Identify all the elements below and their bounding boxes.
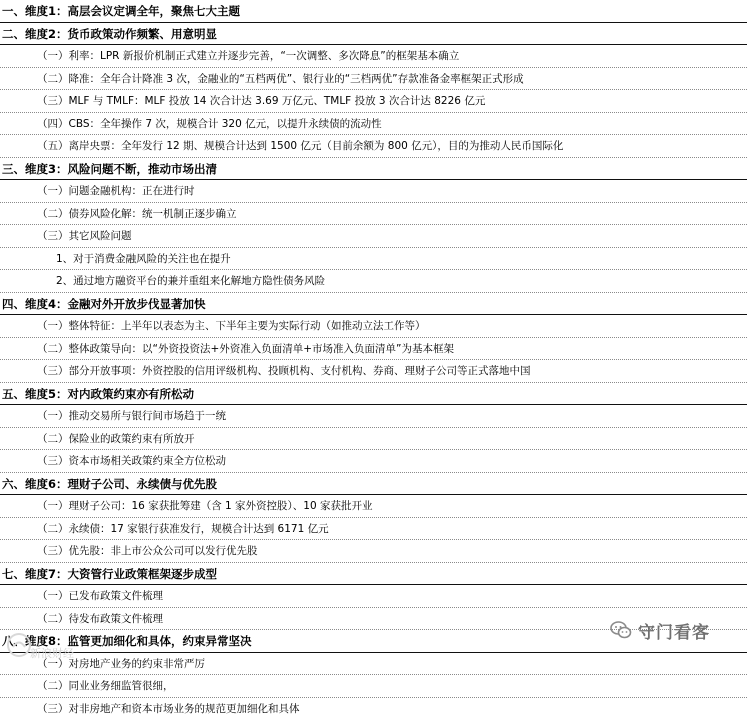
section-heading xyxy=(0,293,747,316)
list-item xyxy=(0,68,747,91)
item-text: 三、维度3：风险问题不断，推动市场出清 xyxy=(2,162,217,177)
list-item xyxy=(0,405,747,428)
item-text: （三）优先股：非上市公众公司可以发行优先股 xyxy=(37,544,258,559)
list-item xyxy=(0,585,747,608)
list-item xyxy=(0,608,747,631)
item-text: （一）对房地产业务的约束非常严厉 xyxy=(37,657,205,672)
list-item xyxy=(0,90,747,113)
list-item xyxy=(0,360,747,383)
item-text: （二）降准：全年合计降准 3 次，金融业的“五档两优”、银行业的“三档两优”存款准备金率框架正式形成 xyxy=(37,72,524,87)
item-text: 六、维度6：理财子公司、永续债与优先股 xyxy=(2,477,217,492)
item-text: 二、维度2：货币政策动作频繁、用意明显 xyxy=(2,27,217,42)
list-item xyxy=(0,113,747,136)
section-heading xyxy=(0,0,747,23)
sub-item xyxy=(0,248,747,271)
item-text: （四）CBS：全年操作 7 次，规模合计 320 亿元，以提升永续债的流动性 xyxy=(37,117,382,132)
list-item xyxy=(0,518,747,541)
list-item xyxy=(0,495,747,518)
item-text: （二）同业业务细监管很细， xyxy=(37,679,174,694)
section-heading xyxy=(0,630,747,653)
watermark-left-text: 新浪财经 xyxy=(30,645,74,661)
item-text: 四、维度4：金融对外开放步伐显著加快 xyxy=(2,297,206,312)
item-text: （三）资本市场相关政策约束全方位松动 xyxy=(37,454,226,469)
item-text: （二）保险业的政策约束有所放开 xyxy=(37,432,195,447)
list-item xyxy=(0,675,747,698)
item-text: 2、通过地方融资平台的兼并重组来化解地方隐性债务风险 xyxy=(56,274,325,289)
item-text: （二）永续债：17 家银行获准发行，规模合计达到 6171 亿元 xyxy=(37,522,329,537)
item-text: （三）对非房地产和资本市场业务的规范更加细化和具体 xyxy=(37,702,300,717)
item-text: （二）待发布政策文件梳理 xyxy=(37,612,163,627)
list-item xyxy=(0,450,747,473)
list-item xyxy=(0,540,747,563)
item-text: （三）部分开放事项：外资控股的信用评级机构、投顾机构、支付机构、券商、理财子公司等正式落地中国 xyxy=(37,364,531,379)
item-text: （一）理财子公司：16 家获批筹建（含 1 家外资控股）、10 家获批开业 xyxy=(37,499,373,514)
item-text: （三）MLF 与 TMLF：MLF 投放 14 次合计达 3.69 万亿元、TMLF 投放 3 次合计达 8226 亿元 xyxy=(37,94,485,109)
item-text: （五）离岸央票：全年发行 12 期、规模合计达到 1500 亿元（目前余额为 800 亿元），目的为推动人民币国际化 xyxy=(37,139,563,154)
list-item xyxy=(0,698,747,720)
list-item xyxy=(0,203,747,226)
list-item xyxy=(0,315,747,338)
item-text: （一）利率：LPR 新报价机制正式建立并逐步完善，“一次调整、多次降息”的框架基本确立 xyxy=(37,49,459,64)
section-heading xyxy=(0,473,747,496)
item-text: （一）推动交易所与银行间市场趋于一统 xyxy=(37,409,226,424)
section-heading xyxy=(0,383,747,406)
item-text: （一）已发布政策文件梳理 xyxy=(37,589,163,604)
item-text: （二）整体政策导向：以“外资投资法+外资准入负面清单+市场准入负面清单”为基本框架 xyxy=(37,342,454,357)
item-text: 五、维度5：对内政策约束亦有所松动 xyxy=(2,387,194,402)
item-text: （一）问题金融机构：正在进行时 xyxy=(37,184,195,199)
item-text: （一）整体特征：上半年以表态为主、下半年主要为实际行动（如推动立法工作等） xyxy=(37,319,426,334)
list-item xyxy=(0,338,747,361)
item-text: 七、维度7：大资管行业政策框架逐步成型 xyxy=(2,567,217,582)
sub-item xyxy=(0,270,747,293)
list-item xyxy=(0,428,747,451)
section-heading xyxy=(0,158,747,181)
list-item xyxy=(0,45,747,68)
watermark-right-text: 守门看客 xyxy=(638,618,710,643)
item-text: 一、维度1：高层会议定调全年，聚焦七大主题 xyxy=(2,4,240,19)
list-item xyxy=(0,180,747,203)
section-heading xyxy=(0,23,747,46)
list-item xyxy=(0,225,747,248)
section-heading xyxy=(0,563,747,586)
list-item xyxy=(0,135,747,158)
item-text: （三）其它风险问题 xyxy=(37,229,132,244)
item-text: （二）债券风险化解：统一机制正逐步确立 xyxy=(37,207,237,222)
item-text: 八、维度8：监管更加细化和具体，约束异常坚决 xyxy=(2,634,252,649)
item-text: 1、对于消费金融风险的关注也在提升 xyxy=(56,252,231,267)
